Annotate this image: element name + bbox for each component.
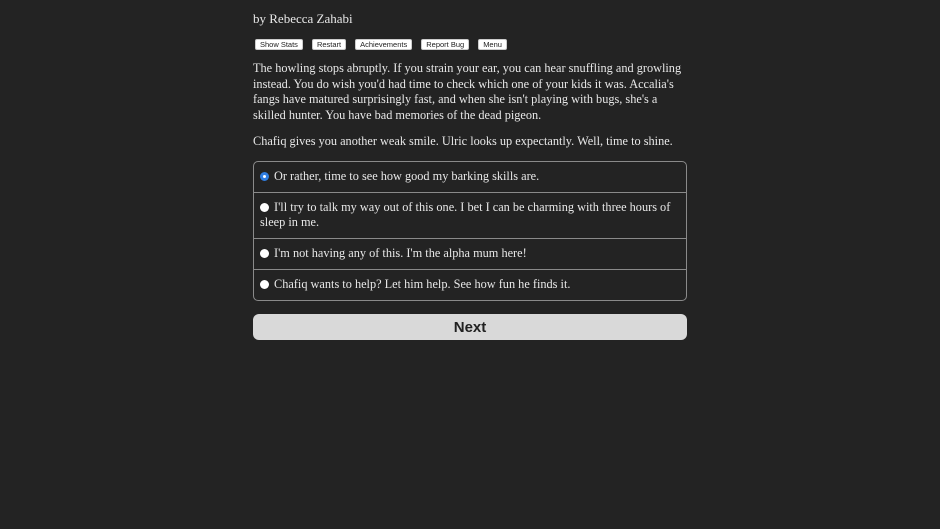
choice-list — [253, 161, 687, 301]
achievements-button[interactable]: Achievements — [355, 39, 412, 50]
radio-icon[interactable] — [260, 249, 269, 258]
restart-button[interactable]: Restart — [312, 39, 346, 50]
choice-label: I'm not having any of this. I'm the alpha mum here! — [274, 246, 527, 261]
choice-label: Chafiq wants to help? Let him help. See how fun he finds it. — [274, 276, 571, 291]
radio-selected-icon[interactable] — [260, 172, 269, 181]
choice-option[interactable] — [254, 269, 686, 300]
next-button[interactable]: Next — [253, 314, 687, 340]
toolbar — [255, 39, 507, 50]
radio-icon[interactable] — [260, 203, 269, 212]
story-text — [253, 61, 687, 160]
story-paragraph: Chafiq gives you another weak smile. Ulric looks up expectantly. Well, time to shine. — [253, 133, 673, 148]
choice-option[interactable] — [254, 238, 686, 269]
choice-label: I'll try to talk my way out of this one. I bet I can be charming with three hours of sleep in me. — [260, 199, 671, 230]
choice-option[interactable] — [254, 162, 686, 192]
author-byline: by Rebecca Zahabi — [253, 11, 353, 26]
choice-label: Or rather, time to see how good my barking skills are. — [274, 169, 540, 183]
report-bug-button[interactable]: Report Bug — [421, 39, 469, 50]
show-stats-button[interactable]: Show Stats — [255, 39, 303, 50]
story-paragraph: The howling stops abruptly. If you strain your ear, you can hear snuffling and growling instead. You do wish you'd had time to check which one of your kids it was. Accalia's fangs have matured surprisingly fast, and when she isn't playing with bugs, she's a skilled hunter. You have bad memories of the dead pigeon. — [253, 61, 682, 123]
radio-icon[interactable] — [260, 280, 269, 289]
menu-button[interactable]: Menu — [478, 39, 507, 50]
choice-option[interactable] — [254, 192, 686, 238]
